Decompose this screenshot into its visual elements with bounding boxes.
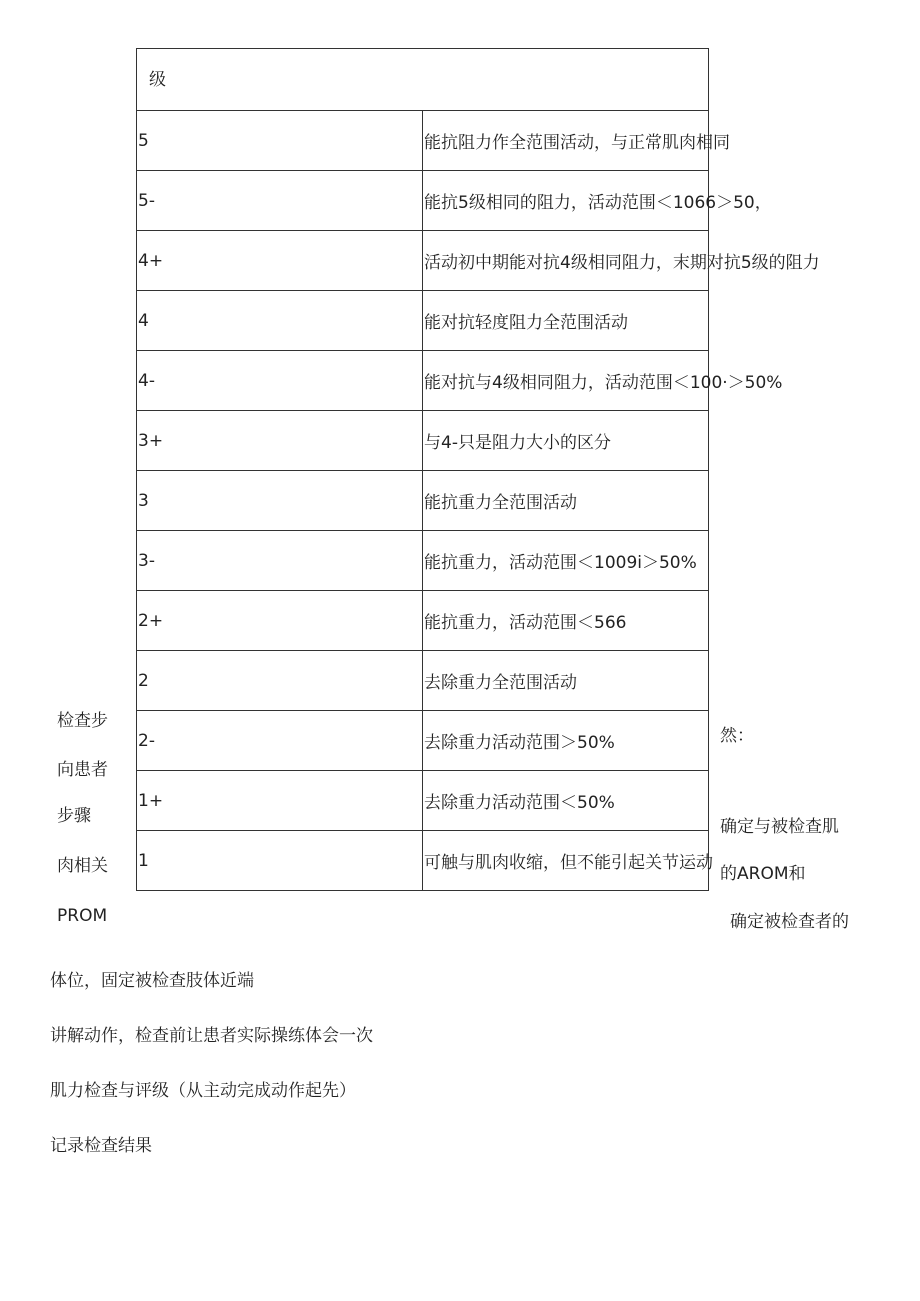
- grade-cell: 1: [137, 831, 423, 891]
- table-row: [137, 171, 709, 231]
- left-fragment: 步骤: [57, 806, 91, 826]
- grade-cell: 5-: [137, 171, 423, 231]
- grade-cell: 3: [137, 471, 423, 531]
- body-line: 肌力检查与评级（从主动完成动作起先）: [50, 1081, 356, 1101]
- description-cell: 能抗5级相同的阻力，活动范围＜1066＞50，: [423, 171, 709, 231]
- body-line: 讲解动作，检查前让患者实际操练体会一次: [50, 1026, 373, 1046]
- description-cell: 去除重力活动范围＞50%: [423, 711, 709, 771]
- table-row: [137, 231, 709, 291]
- grade-cell: 2: [137, 651, 423, 711]
- description-cell: 能抗重力，活动范围＜566: [423, 591, 709, 651]
- grade-cell: 5: [137, 111, 423, 171]
- description-cell: 能抗阻力作全范围活动，与正常肌肉相同: [423, 111, 709, 171]
- body-line: 记录检查结果: [50, 1136, 152, 1156]
- description-cell: 能对抗轻度阻力全范围活动: [423, 291, 709, 351]
- right-fragment: 确定被检查者的: [730, 912, 849, 932]
- description-cell: 去除重力全范围活动: [423, 651, 709, 711]
- table-row: [137, 411, 709, 471]
- grade-cell: 4: [137, 291, 423, 351]
- left-fragment: 肉相关: [57, 856, 108, 876]
- table-header-row: [137, 49, 709, 111]
- table-row: [137, 711, 709, 771]
- body-line: 体位，固定被检查肢体近端: [50, 971, 254, 991]
- grade-cell: 2-: [137, 711, 423, 771]
- table-row: [137, 831, 709, 891]
- table-row: [137, 651, 709, 711]
- description-cell: 与4-只是阻力大小的区分: [423, 411, 709, 471]
- grade-cell: 1+: [137, 771, 423, 831]
- grade-cell: 3-: [137, 531, 423, 591]
- description-cell: 能抗重力全范围活动: [423, 471, 709, 531]
- description-cell: 能抗重力，活动范围＜1009i＞50%: [423, 531, 709, 591]
- table-row: [137, 531, 709, 591]
- left-fragment: PROM: [57, 906, 108, 926]
- grade-cell: 2+: [137, 591, 423, 651]
- left-fragment: 检查步: [57, 711, 108, 731]
- right-fragment: 的AROM和: [720, 864, 806, 884]
- table-row: [137, 591, 709, 651]
- table-row: [137, 771, 709, 831]
- description-cell: 活动初中期能对抗4级相同阻力，末期对抗5级的阻力: [423, 231, 709, 291]
- right-fragment: 确定与被检查肌: [720, 817, 839, 837]
- description-cell: 去除重力活动范围＜50%: [423, 771, 709, 831]
- table-row: [137, 471, 709, 531]
- right-fragment: 然：: [720, 726, 754, 746]
- table-row: [137, 111, 709, 171]
- grade-cell: 4+: [137, 231, 423, 291]
- grade-cell: 4-: [137, 351, 423, 411]
- grade-cell: 3+: [137, 411, 423, 471]
- table-row: [137, 291, 709, 351]
- description-cell: 能对抗与4级相同阻力，活动范围＜100·＞50%: [423, 351, 709, 411]
- table-header-cell: 级: [137, 49, 709, 111]
- left-fragment: 向患者: [57, 760, 108, 780]
- table-row: [137, 351, 709, 411]
- description-cell: 可触与肌肉收缩，但不能引起关节运动: [423, 831, 709, 891]
